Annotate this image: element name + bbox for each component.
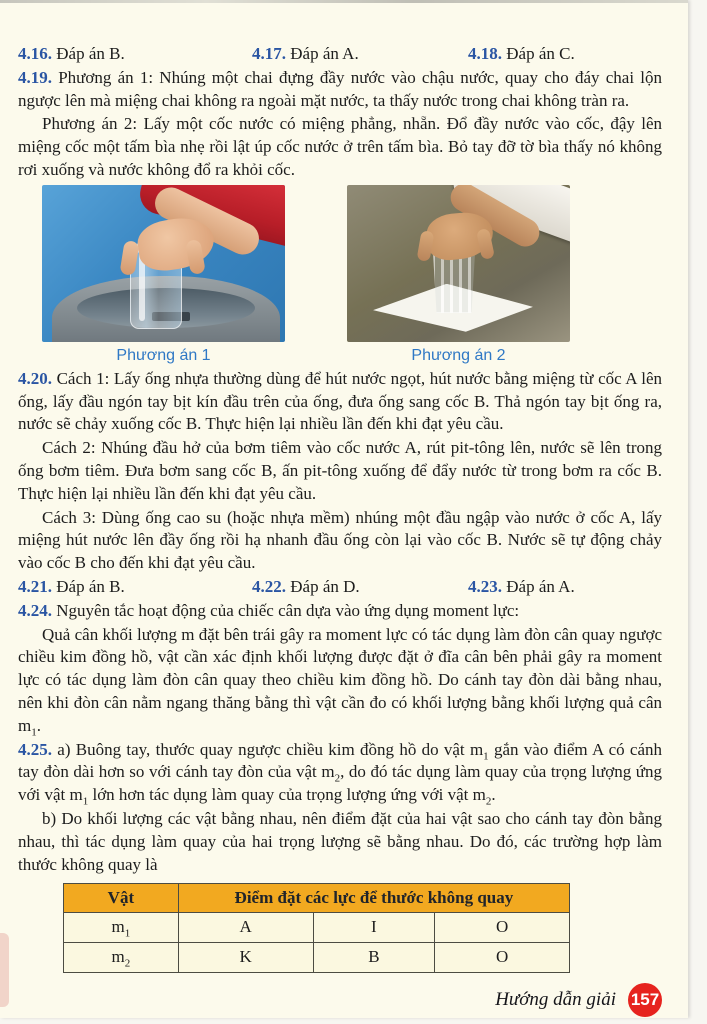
paragraph-4-24-body: Quả cân khối lượng m đặt bên trái gây ra moment lực có tác dụng làm đòn cân quay ngược chiều kim đồng hồ, vật cần xác định khối lượng được đặt ở đĩa cân bên phải gây ra moment lực có tác dụng làm đòn cân quay theo chiều kim đồng hồ. Do cánh tay đòn dài bằng nhau, nên khi đòn cân nằm ngang thăng bằng thì vật cần đo có khối lượng bằng khối lượng quả cân $m_1$.: [18, 624, 662, 739]
answer-text: Đáp án B.: [56, 576, 125, 596]
table-cell: K: [178, 943, 313, 973]
answer-number: 4.18.: [468, 44, 502, 63]
answers-row-2: [18, 576, 662, 599]
row-label-m2: [64, 943, 179, 973]
figures-row: [18, 185, 662, 342]
paragraph-4-20-cach3: Cách 3: Dùng ống cao su (hoặc nhựa mềm) nhúng một đầu ngập vào nước ở cốc A, lấy miệng hút nước lên đầy ống rồi hạ nhanh đầu ống còn lại vào cốc B. Nước sẽ tự động chảy vào cốc B cho đến khi đạt yêu cầu.: [18, 507, 662, 573]
table-header-row: [64, 884, 570, 913]
table-cell: I: [313, 913, 435, 943]
paragraph-4-20-cach2: Cách 2: Nhúng đầu hở của bơm tiêm vào cốc nước A, rút pit-tông lên, nước sẽ lên trong ống bơm tiêm. Đưa bơm sang cốc B, ấn pit-tông xuống để đẩy nước từ trong bơm ra cốc B. Thực hiện lại nhiều lần đến khi đạt yêu cầu.: [18, 438, 662, 503]
finger-shape: [416, 230, 434, 262]
page-number-badge: 157: [628, 983, 662, 1017]
answer-text: Đáp án B.: [56, 44, 125, 63]
forces-placement-table: [63, 883, 570, 973]
answer-number: 4.16.: [18, 44, 52, 63]
photo-phuong-an-2: [347, 185, 570, 342]
answer-4-17: [252, 43, 468, 66]
answer-4-18: [468, 43, 662, 66]
photo-phuong-an-1: [42, 185, 285, 342]
answer-number: 4.22.: [252, 576, 286, 596]
answer-4-21: [18, 576, 252, 599]
caption-phuong-an-1: Phương án 1: [116, 346, 211, 364]
answer-text: Đáp án A.: [506, 576, 575, 596]
answer-number: 4.17.: [252, 44, 286, 63]
row-label-m1: [64, 913, 179, 943]
table-header-diem-dat: Điểm đặt các lực để thước không quay: [178, 884, 569, 913]
page-footer: [18, 983, 662, 1017]
figure-captions: [18, 345, 662, 365]
caption-phuong-an-2: Phương án 2: [411, 346, 506, 364]
footer-section-title: Hướng dẫn giải: [495, 988, 616, 1010]
table-cell: O: [435, 913, 570, 943]
mass-subscript: 2: [124, 957, 131, 970]
answer-number: 4.21.: [18, 576, 52, 596]
table-row: [64, 943, 570, 973]
answer-4-22: [252, 576, 468, 599]
table-cell: O: [435, 943, 570, 973]
table-cell: B: [313, 943, 435, 973]
answers-row-1: [18, 43, 662, 66]
paragraph-4-25-b: b) Do khối lượng các vật bằng nhau, nên điểm đặt của hai vật sao cho cánh tay đòn bằng nhau, thì tác dụng làm quay của hai trọng lượng sẽ bằng nhau. Do đó, các trường hợp làm thước không quay là: [18, 808, 662, 874]
table-row: [64, 913, 570, 943]
answer-number: 4.23.: [468, 576, 502, 596]
paragraph-4-19-option1: 4.19. Phương án 1: Nhúng một chai đựng đầy nước vào chậu nước, quay cho đáy chai lộn ngược lên mà miệng chai không ra ngoài mặt nước, ta thấy nước trong chai không tràn ra.: [18, 67, 662, 110]
answer-text: Đáp án A.: [290, 44, 359, 63]
answer-text: Đáp án D.: [290, 576, 360, 596]
table-cell: A: [178, 913, 313, 943]
mass-symbol: m: [111, 917, 125, 937]
mass-subscript: 1: [124, 927, 131, 940]
answer-text: Đáp án C.: [506, 44, 575, 63]
mass-symbol: m: [111, 947, 125, 967]
paragraph-4-25-a: 4.25. a) Buông tay, thước quay ngược chiều kim đồng hồ do vật $m_1$ gắn vào điểm A có cánh tay đòn dài hơn so với cánh tay đòn của vật $m_2$, do đó tác dụng làm quay của trọng lượng ứng với vật $m_1$ lớn hơn tác dụng làm quay của trọng lượng ứng với vật $m_2$.: [18, 739, 662, 808]
paragraph-4-19-option2: Phương án 2: Lấy một cốc nước có miệng phẳng, nhẵn. Đổ đầy nước vào cốc, đậy lên miệng cốc một tấm bìa nhẹ rồi lật úp cốc nước ở trên tấm bìa. Bỏ tay đỡ tờ bìa thấy nó không rơi xuống và nước không đổ ra khỏi cốc.: [18, 114, 662, 179]
paragraph-4-24-intro: 4.24. Nguyên tắc hoạt động của chiếc cân dựa vào ứng dụng moment lực:: [18, 600, 520, 620]
answer-4-23: [468, 576, 662, 599]
table-header-vat: Vật: [64, 884, 179, 913]
answer-4-16: [18, 43, 252, 66]
paragraph-4-20-cach1: 4.20. Cách 1: Lấy ống nhựa thường dùng để hút nước ngọt, hút nước bằng miệng từ cốc A lên ống, lấy đầu ngón tay bịt kín đầu trên của ống, đưa ống sang cốc B. Thả ngón tay bịt ống ra, nước sẽ chảy xuống cốc B. Thực hiện lại nhiều lần đến khi đạt yêu cầu.: [18, 368, 662, 434]
